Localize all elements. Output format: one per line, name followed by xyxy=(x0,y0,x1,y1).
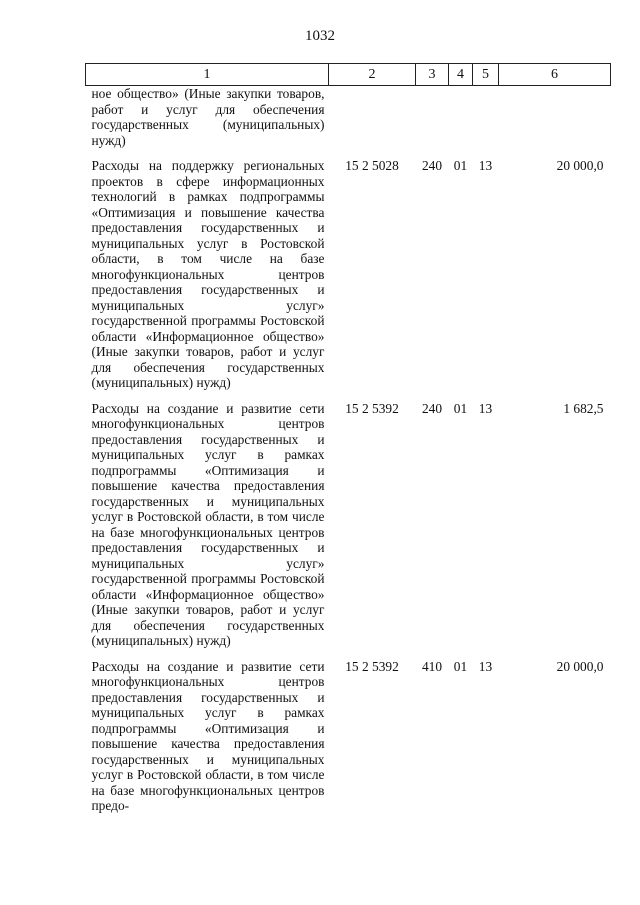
column-header-5: 5 xyxy=(473,64,499,86)
row-description: Расходы на создание и развитие сети многофункциональных центров предоставления государственных и муниципальных услуг в рамках подпрограммы «Оптимизация и повышение качества предоставления государственных и муниципальных услуг в Ростовской области, в том числе на базе многофункциональных центров предо- xyxy=(91,658,325,813)
row-subsection: 13 xyxy=(478,400,493,416)
page-number: 1032 xyxy=(305,28,335,44)
table-row xyxy=(86,659,611,824)
row-subsection xyxy=(473,86,499,159)
row-description: ное общество» (Иные закупки товаров, работ и услуг для обеспечения государственных (муниципальных) нужд) xyxy=(91,86,325,148)
row-target-code: 15 2 5392 xyxy=(345,400,399,416)
row-section: 01 xyxy=(453,400,468,416)
row-section xyxy=(449,86,473,159)
row-section: 01 xyxy=(453,658,468,674)
row-description: Расходы на создание и развитие сети многофункциональных центров предоставления государственных и муниципальных услуг в рамках подпрограммы «Оптимизация и повышение качества предоставления государственных и муниципальных услуг в Ростовской области, в том числе на базе многофункциональных центров предоставления государственных и муниципальных услуг» государственной программы Ростовской области «Информационное общество» (Иные закупки товаров, работ и услуг для обеспечения государственных (муниципальных) нужд) xyxy=(91,400,325,648)
row-amount: 1 682,5 xyxy=(563,400,604,416)
column-header-6: 6 xyxy=(499,64,611,86)
row-target-code: 15 2 5028 xyxy=(345,158,399,173)
row-amount: 20 000,0 xyxy=(556,658,604,674)
budget-table xyxy=(85,63,611,824)
table-row xyxy=(86,158,611,401)
row-amount xyxy=(499,86,611,159)
row-expense-type: 410 xyxy=(421,658,443,674)
row-target-code: 15 2 5392 xyxy=(345,658,399,674)
table-row xyxy=(86,86,611,159)
table-row xyxy=(86,401,611,659)
row-subsection: 13 xyxy=(478,658,493,674)
row-section: 01 xyxy=(453,158,468,173)
column-header-3: 3 xyxy=(416,64,449,86)
row-expense-type: 240 xyxy=(421,400,443,416)
column-header-2: 2 xyxy=(329,64,416,86)
row-subsection: 13 xyxy=(478,158,493,173)
row-expense-type: 240 xyxy=(421,158,443,173)
row-expense-type xyxy=(416,86,449,159)
column-header-1: 1 xyxy=(86,64,329,86)
row-target-code xyxy=(329,86,416,159)
row-amount: 20 000,0 xyxy=(556,158,604,173)
column-header-4: 4 xyxy=(449,64,473,86)
row-description: Расходы на поддержку региональных проектов в сфере информационных технологий в рамках подпрограммы «Оптимизация и повышение качества предоставления государственных и муниципальных услуг в Ростовской области, в том числе на базе многофункциональных центров предоставления государственных и муниципальных услуг» государственной программы Ростовской области «Информационное общество» (Иные закупки товаров, работ и услуг для обеспечения государственных (муниципальных) нужд) xyxy=(91,158,325,390)
table-header-row xyxy=(86,64,611,86)
